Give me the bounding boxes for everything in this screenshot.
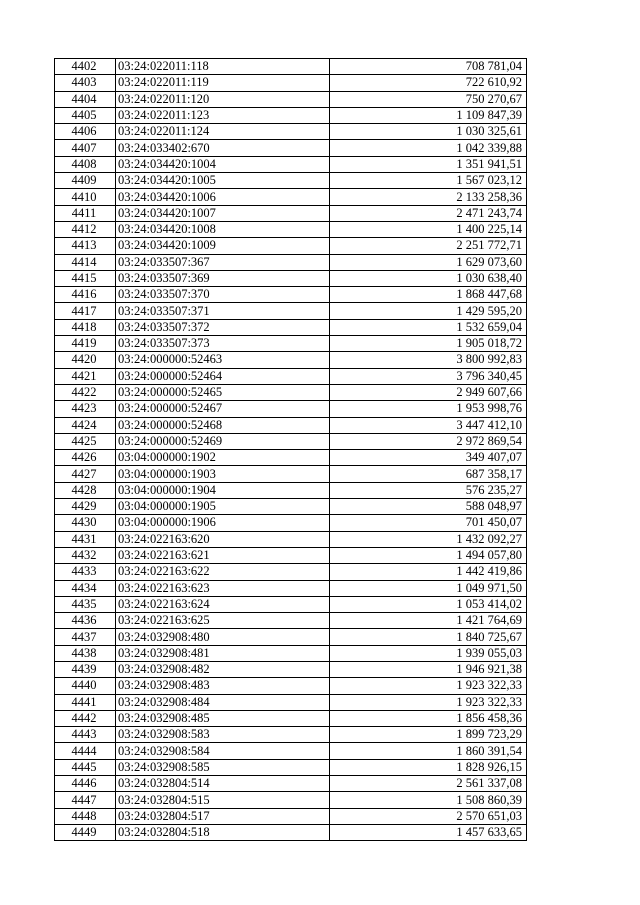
table-row (55, 743, 527, 759)
cadastral-value-cell: 1 109 847,39 (330, 107, 527, 123)
table-row (55, 140, 527, 156)
cadastral-number-cell: 03:24:032908:482 (116, 661, 330, 677)
row-number-cell: 4425 (55, 433, 116, 449)
cadastral-number-cell: 03:24:022011:119 (116, 75, 330, 91)
row-number-cell: 4438 (55, 645, 116, 661)
cadastral-number-cell: 03:24:034420:1009 (116, 238, 330, 254)
table-row (55, 59, 527, 75)
table-row (55, 727, 527, 743)
row-number-cell: 4406 (55, 124, 116, 140)
cadastral-value-cell: 2 251 772,71 (330, 238, 527, 254)
row-number-cell: 4432 (55, 547, 116, 563)
cadastral-number-cell: 03:24:034420:1006 (116, 189, 330, 205)
cadastral-number-cell: 03:24:032804:517 (116, 808, 330, 824)
table-row (55, 759, 527, 775)
cadastral-number-cell: 03:24:034420:1007 (116, 205, 330, 221)
cadastral-value-cell: 3 800 992,83 (330, 352, 527, 368)
table-row (55, 808, 527, 824)
table-row (55, 91, 527, 107)
cadastral-value-cell: 2 972 869,54 (330, 433, 527, 449)
row-number-cell: 4449 (55, 824, 116, 840)
cadastral-value-cell: 1 432 092,27 (330, 531, 527, 547)
row-number-cell: 4437 (55, 629, 116, 645)
cadastral-number-cell: 03:24:032908:480 (116, 629, 330, 645)
cadastral-value-cell: 1 042 339,88 (330, 140, 527, 156)
row-number-cell: 4448 (55, 808, 116, 824)
cadastral-number-cell: 03:04:000000:1905 (116, 499, 330, 515)
cadastral-value-cell: 1 567 023,12 (330, 173, 527, 189)
table-row (55, 466, 527, 482)
row-number-cell: 4419 (55, 336, 116, 352)
row-number-cell: 4434 (55, 580, 116, 596)
cadastral-value-cell: 3 447 412,10 (330, 417, 527, 433)
cadastral-number-cell: 03:24:022163:620 (116, 531, 330, 547)
table-row (55, 352, 527, 368)
row-number-cell: 4408 (55, 156, 116, 172)
cadastral-value-cell: 1 868 447,68 (330, 287, 527, 303)
row-number-cell: 4441 (55, 694, 116, 710)
row-number-cell: 4439 (55, 661, 116, 677)
cadastral-number-cell: 03:24:033507:370 (116, 287, 330, 303)
cadastral-number-cell: 03:24:033507:367 (116, 254, 330, 270)
cadastral-value-cell: 722 610,92 (330, 75, 527, 91)
cadastral-value-cell: 588 048,97 (330, 499, 527, 515)
table-row (55, 287, 527, 303)
row-number-cell: 4420 (55, 352, 116, 368)
row-number-cell: 4429 (55, 499, 116, 515)
cadastral-number-cell: 03:24:000000:52468 (116, 417, 330, 433)
cadastral-value-cell: 1 828 926,15 (330, 759, 527, 775)
cadastral-value-cell: 1 508 860,39 (330, 792, 527, 808)
row-number-cell: 4446 (55, 776, 116, 792)
row-number-cell: 4431 (55, 531, 116, 547)
table-row (55, 499, 527, 515)
cadastral-number-cell: 03:04:000000:1903 (116, 466, 330, 482)
cadastral-number-cell: 03:24:000000:52467 (116, 401, 330, 417)
table-row (55, 564, 527, 580)
cadastral-number-cell: 03:24:022163:622 (116, 564, 330, 580)
table-row (55, 189, 527, 205)
row-number-cell: 4418 (55, 319, 116, 335)
table-body (55, 59, 527, 841)
row-number-cell: 4411 (55, 205, 116, 221)
row-number-cell: 4410 (55, 189, 116, 205)
cadastral-number-cell: 03:24:022163:625 (116, 613, 330, 629)
table-row (55, 254, 527, 270)
table-row (55, 107, 527, 123)
cadastral-number-cell: 03:24:032908:584 (116, 743, 330, 759)
cadastral-value-cell: 1 840 725,67 (330, 629, 527, 645)
row-number-cell: 4423 (55, 401, 116, 417)
cadastral-value-cell: 1 457 633,65 (330, 824, 527, 840)
row-number-cell: 4435 (55, 596, 116, 612)
row-number-cell: 4424 (55, 417, 116, 433)
cadastral-number-cell: 03:24:022163:623 (116, 580, 330, 596)
table-row (55, 694, 527, 710)
row-number-cell: 4443 (55, 727, 116, 743)
row-number-cell: 4415 (55, 270, 116, 286)
cadastral-number-cell: 03:24:022163:624 (116, 596, 330, 612)
cadastral-value-cell: 1 532 659,04 (330, 319, 527, 335)
cadastral-number-cell: 03:24:033507:373 (116, 336, 330, 352)
table-row (55, 629, 527, 645)
row-number-cell: 4428 (55, 482, 116, 498)
cadastral-number-cell: 03:04:000000:1902 (116, 450, 330, 466)
cadastral-value-cell: 1 946 921,38 (330, 661, 527, 677)
row-number-cell: 4407 (55, 140, 116, 156)
table-row (55, 547, 527, 563)
cadastral-value-cell: 1 030 638,40 (330, 270, 527, 286)
table-row (55, 173, 527, 189)
cadastral-number-cell: 03:24:000000:52464 (116, 368, 330, 384)
cadastral-value-cell: 2 570 651,03 (330, 808, 527, 824)
row-number-cell: 4402 (55, 59, 116, 75)
cadastral-value-cell: 1 049 971,50 (330, 580, 527, 596)
table-row (55, 580, 527, 596)
cadastral-number-cell: 03:24:033402:670 (116, 140, 330, 156)
cadastral-number-cell: 03:24:034420:1008 (116, 221, 330, 237)
cadastral-value-cell: 1 494 057,80 (330, 547, 527, 563)
cadastral-value-cell: 3 796 340,45 (330, 368, 527, 384)
table-row (55, 156, 527, 172)
cadastral-value-cell: 2 471 243,74 (330, 205, 527, 221)
table-row (55, 417, 527, 433)
row-number-cell: 4436 (55, 613, 116, 629)
table-row (55, 401, 527, 417)
table-row (55, 368, 527, 384)
row-number-cell: 4444 (55, 743, 116, 759)
table-row (55, 238, 527, 254)
cadastral-number-cell: 03:24:033507:371 (116, 303, 330, 319)
cadastral-value-cell: 1 923 322,33 (330, 694, 527, 710)
cadastral-value-cell: 701 450,07 (330, 515, 527, 531)
cadastral-number-cell: 03:24:000000:52469 (116, 433, 330, 449)
cadastral-value-cell: 1 899 723,29 (330, 727, 527, 743)
cadastral-number-cell: 03:24:034420:1005 (116, 173, 330, 189)
table-row (55, 336, 527, 352)
table-row (55, 124, 527, 140)
table-row (55, 661, 527, 677)
cadastral-number-cell: 03:24:034420:1004 (116, 156, 330, 172)
row-number-cell: 4422 (55, 384, 116, 400)
row-number-cell: 4427 (55, 466, 116, 482)
cadastral-number-cell: 03:24:000000:52465 (116, 384, 330, 400)
cadastral-value-cell: 2 561 337,08 (330, 776, 527, 792)
cadastral-value-cell: 1 953 998,76 (330, 401, 527, 417)
table-row (55, 531, 527, 547)
row-number-cell: 4426 (55, 450, 116, 466)
table-row (55, 303, 527, 319)
cadastral-value-cell: 1 629 073,60 (330, 254, 527, 270)
table-row (55, 613, 527, 629)
cadastral-number-cell: 03:24:032908:583 (116, 727, 330, 743)
cadastral-value-cell: 1 351 941,51 (330, 156, 527, 172)
cadastral-value-cell: 750 270,67 (330, 91, 527, 107)
cadastral-number-cell: 03:24:032908:484 (116, 694, 330, 710)
row-number-cell: 4409 (55, 173, 116, 189)
table-row (55, 824, 527, 840)
cadastral-value-cell: 1 442 419,86 (330, 564, 527, 580)
cadastral-value-cell: 1 856 458,36 (330, 710, 527, 726)
cadastral-value-cell: 1 053 414,02 (330, 596, 527, 612)
cadastral-number-cell: 03:24:032908:483 (116, 678, 330, 694)
cadastral-value-cell: 687 358,17 (330, 466, 527, 482)
table-row (55, 710, 527, 726)
cadastral-number-cell: 03:24:022011:120 (116, 91, 330, 107)
cadastral-value-cell: 2 133 258,36 (330, 189, 527, 205)
table-row (55, 384, 527, 400)
cadastral-number-cell: 03:24:032804:514 (116, 776, 330, 792)
row-number-cell: 4412 (55, 221, 116, 237)
cadastral-value-cell: 708 781,04 (330, 59, 527, 75)
row-number-cell: 4414 (55, 254, 116, 270)
cadastral-value-table (54, 58, 527, 841)
cadastral-number-cell: 03:24:022163:621 (116, 547, 330, 563)
row-number-cell: 4403 (55, 75, 116, 91)
cadastral-number-cell: 03:04:000000:1904 (116, 482, 330, 498)
table-row (55, 433, 527, 449)
cadastral-number-cell: 03:24:032804:515 (116, 792, 330, 808)
row-number-cell: 4440 (55, 678, 116, 694)
cadastral-value-cell: 1 421 764,69 (330, 613, 527, 629)
cadastral-value-cell: 1 429 595,20 (330, 303, 527, 319)
table-row (55, 450, 527, 466)
cadastral-value-cell: 1 939 055,03 (330, 645, 527, 661)
cadastral-number-cell: 03:24:000000:52463 (116, 352, 330, 368)
cadastral-value-cell: 1 860 391,54 (330, 743, 527, 759)
cadastral-value-cell: 1 923 322,33 (330, 678, 527, 694)
cadastral-value-cell: 576 235,27 (330, 482, 527, 498)
cadastral-value-cell: 1 400 225,14 (330, 221, 527, 237)
row-number-cell: 4416 (55, 287, 116, 303)
table-row (55, 678, 527, 694)
cadastral-number-cell: 03:24:033507:372 (116, 319, 330, 335)
table-row (55, 221, 527, 237)
cadastral-number-cell: 03:04:000000:1906 (116, 515, 330, 531)
row-number-cell: 4433 (55, 564, 116, 580)
table-row (55, 205, 527, 221)
cadastral-value-cell: 1 905 018,72 (330, 336, 527, 352)
table-row (55, 596, 527, 612)
row-number-cell: 4445 (55, 759, 116, 775)
cadastral-value-cell: 1 030 325,61 (330, 124, 527, 140)
row-number-cell: 4447 (55, 792, 116, 808)
table-row (55, 75, 527, 91)
cadastral-number-cell: 03:24:022011:123 (116, 107, 330, 123)
row-number-cell: 4413 (55, 238, 116, 254)
cadastral-number-cell: 03:24:032908:485 (116, 710, 330, 726)
cadastral-number-cell: 03:24:022011:124 (116, 124, 330, 140)
row-number-cell: 4405 (55, 107, 116, 123)
cadastral-number-cell: 03:24:033507:369 (116, 270, 330, 286)
cadastral-number-cell: 03:24:032908:585 (116, 759, 330, 775)
table-row (55, 792, 527, 808)
table-row (55, 645, 527, 661)
cadastral-value-cell: 2 949 607,66 (330, 384, 527, 400)
row-number-cell: 4442 (55, 710, 116, 726)
cadastral-number-cell: 03:24:032804:518 (116, 824, 330, 840)
table-row (55, 776, 527, 792)
cadastral-value-cell: 349 407,07 (330, 450, 527, 466)
table-row (55, 482, 527, 498)
cadastral-number-cell: 03:24:032908:481 (116, 645, 330, 661)
row-number-cell: 4421 (55, 368, 116, 384)
table-row (55, 319, 527, 335)
cadastral-number-cell: 03:24:022011:118 (116, 59, 330, 75)
row-number-cell: 4417 (55, 303, 116, 319)
row-number-cell: 4404 (55, 91, 116, 107)
row-number-cell: 4430 (55, 515, 116, 531)
table-row (55, 270, 527, 286)
table-row (55, 515, 527, 531)
